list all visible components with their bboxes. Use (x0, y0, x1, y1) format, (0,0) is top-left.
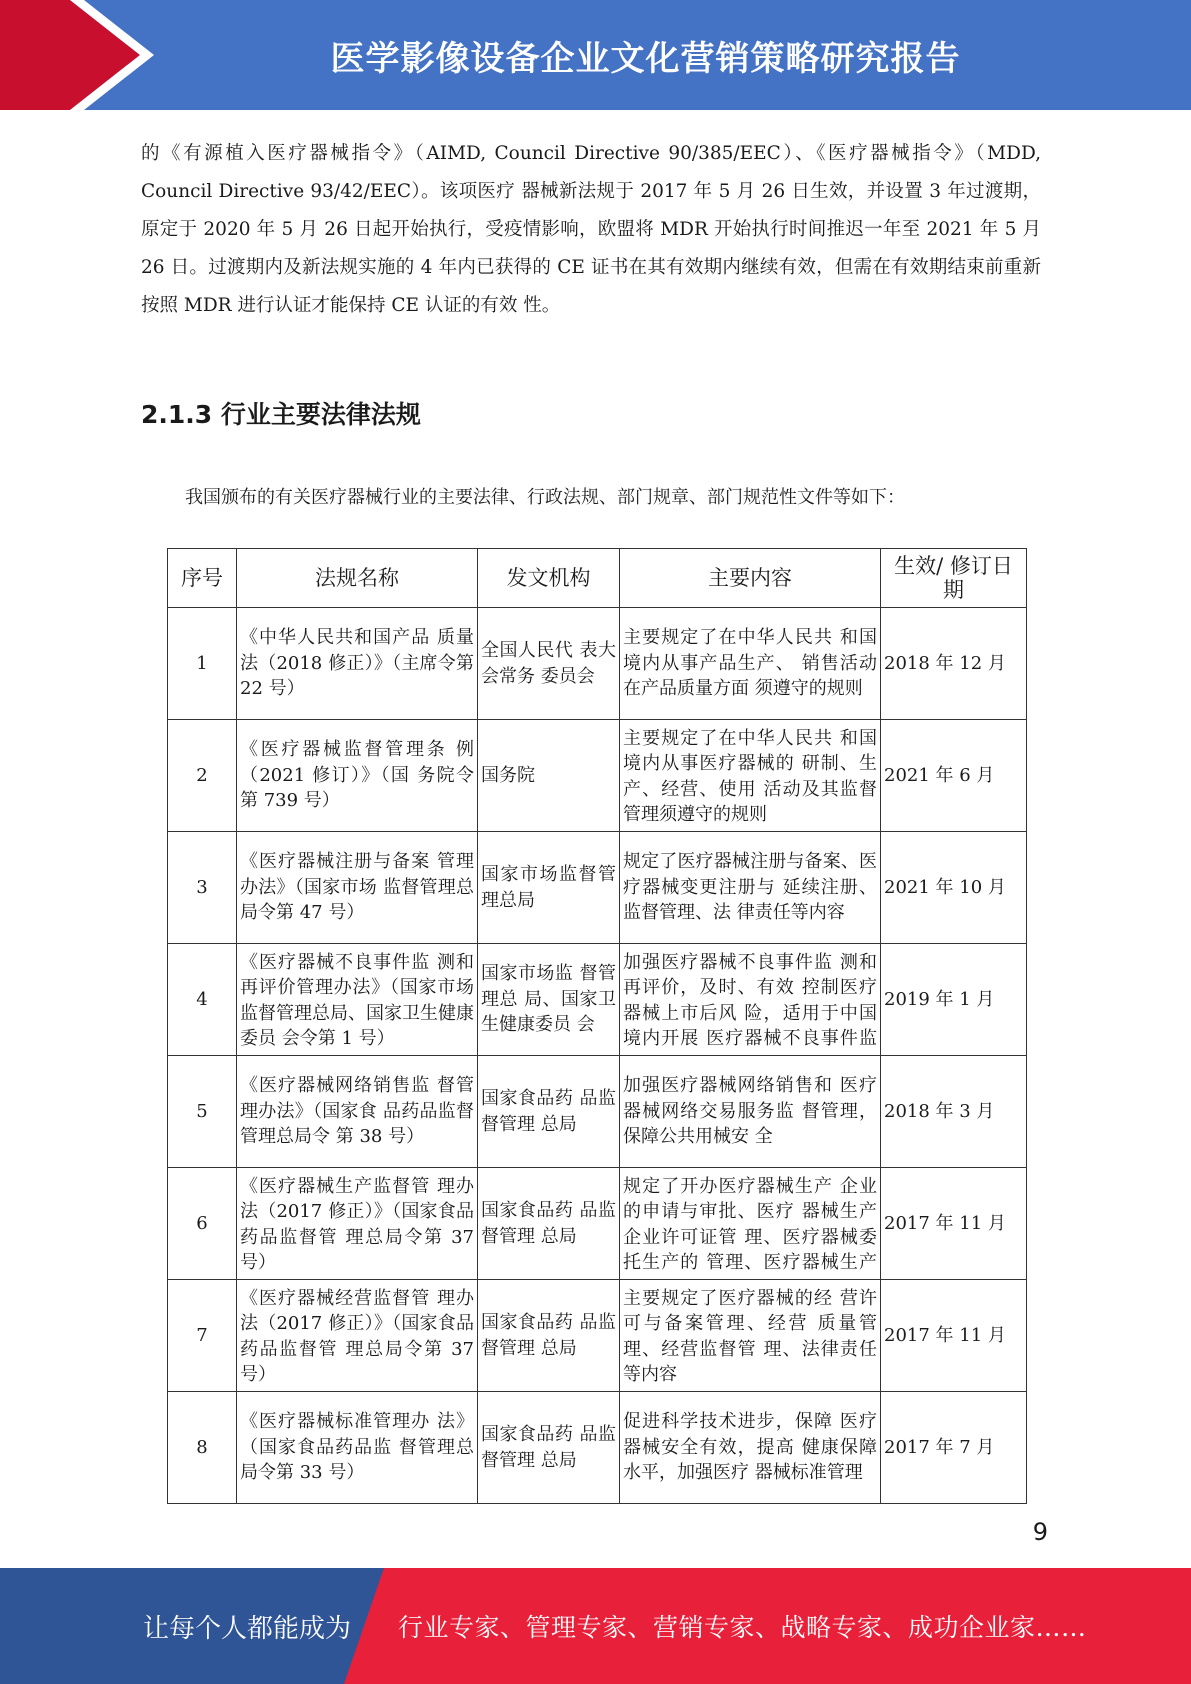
footer-slogan-left: 让每个人都能成为 (143, 1613, 352, 1644)
table-row (168, 608, 1027, 720)
row-number: 6 (168, 1168, 237, 1280)
regulation-name: 《医疗器械经营监督管 理办法（2017 修正）》（国家食品药品监督管 理总局令第 37 号） (240, 1287, 474, 1385)
issuing-agency: 国家市场监督管理总局 (481, 864, 616, 911)
col-header-date: 生效/ 修订日期 (881, 549, 1027, 608)
regulation-name: 《医疗器械监督管理条 例（2021 修订）》（国 务院令第 739 号） (240, 739, 474, 812)
main-content: 主要规定了在中华人民共 和国境内从事产品生产、 销售活动在产品质量方面 须遵守的规则 (623, 627, 877, 700)
row-number: 3 (168, 832, 237, 944)
effective-date: 2018 年 12 月 (881, 608, 1027, 720)
main-content: 规定了开办医疗器械生产 企业的申请与审批、医疗 器械生产企业许可证管 理、医疗器械委托生产的 管理、医疗器械生产 (623, 1175, 877, 1273)
issuing-agency: 国家食品药 品监督管理 总局 (481, 1088, 616, 1135)
effective-date: 2017 年 11 月 (881, 1280, 1027, 1392)
table-row (168, 944, 1027, 1056)
issuing-agency: 国家食品药 品监督管理 总局 (481, 1200, 616, 1247)
issuing-agency: 国家食品药 品监督管理 总局 (481, 1312, 616, 1359)
effective-date: 2017 年 7 月 (881, 1392, 1027, 1504)
row-number: 5 (168, 1056, 237, 1168)
table-row (168, 1168, 1027, 1280)
table-row (168, 720, 1027, 832)
section-heading: 2.1.3 行业主要法律法规 (141, 400, 421, 429)
col-header-regulation: 法规名称 (237, 549, 478, 608)
main-content: 加强医疗器械网络销售和 医疗器械网络交易服务监 督管理，保障公共用械安 全 (623, 1075, 877, 1148)
row-number: 8 (168, 1392, 237, 1504)
col-header-issuer: 发文机构 (478, 549, 620, 608)
issuing-agency: 国家食品药 品监督管理 总局 (481, 1424, 616, 1471)
issuing-agency: 国家市场监 督管理总 局、国家卫 生健康委员 会 (481, 963, 616, 1036)
main-content: 促进科学技术进步，保障 医疗器械安全有效，提高 健康保障水平，加强医疗 器械标准管理 (623, 1411, 877, 1484)
footer-slogan-right: 行业专家、管理专家、营销专家、战略专家、成功企业家…… (398, 1613, 1087, 1642)
table-header-row (168, 549, 1027, 608)
effective-date: 2019 年 1 月 (881, 944, 1027, 1056)
table-intro: 我国颁布的有关医疗器械行业的主要法律、行政法规、部门规章、部门规范性文件等如下： (185, 487, 905, 508)
effective-date: 2021 年 10 月 (881, 832, 1027, 944)
col-header-number: 序号 (168, 549, 237, 608)
table-row (168, 1056, 1027, 1168)
row-number: 2 (168, 720, 237, 832)
regulation-name: 《医疗器械网络销售监 督管理办法》（国家食 品药品监督管理总局令 第 38 号） (240, 1075, 474, 1148)
regulation-name: 《医疗器械标准管理办 法》（国家食品药品监 督管理总局令第 33 号） (240, 1411, 474, 1484)
regulation-name: 《中华人民共和国产品 质量法（2018 修正）》（主席令第 22 号） (240, 627, 474, 700)
regulation-name: 《医疗器械不良事件监 测和再评价管理办法》（国家市场监督管理总局、国家卫生健康委员 会令第 1 号） (240, 951, 474, 1049)
regulation-name: 《医疗器械注册与备案 管理办法》（国家市场 监督管理总局令第 47 号） (240, 851, 474, 924)
main-content: 主要规定了在中华人民共 和国境内从事医疗器械的 研制、生产、经营、使用 活动及其监督管理须遵守的规则 (623, 727, 877, 825)
table-row (168, 832, 1027, 944)
regulation-name: 《医疗器械生产监督管 理办法（2017 修正）》（国家食品药品监督管 理总局令第 37 号） (240, 1175, 474, 1273)
main-content: 加强医疗器械不良事件监 测和再评价，及时、有效 控制医疗器械上市后风 险，适用于中国境内开展 医疗器械不良事件监 (623, 951, 877, 1049)
effective-date: 2017 年 11 月 (881, 1168, 1027, 1280)
page-number: 9 (1032, 1518, 1048, 1546)
col-header-content: 主要内容 (620, 549, 881, 608)
table-row (168, 1392, 1027, 1504)
issuing-agency: 国务院 (481, 764, 535, 786)
body-paragraph: 的《有源植入医疗器械指令》（AIMD, Council Directive 90/385/EEC）、《医疗器械指令》（MDD, Council Directive 93/42/EEC）。该项医疗 器械新法规于 2017 年 5 月 26 日生效，并设置 3 年过渡期，原定于 2020 年 5 月 26 日起开始执行，受疫情影响，欧盟将 MDR 开始执行时间推迟一年至 2021 年 5 月 26 日。过渡期内及新法规实施的 4 年内已获得的 CE 证书在其有效期内继续有效，但需在有效期结束前重新按照 MDR 进行认证才能保持 CE 认证的有效 性。 (141, 143, 1041, 316)
row-number: 4 (168, 944, 237, 1056)
header-banner (0, 0, 1191, 110)
main-content: 规定了医疗器械注册与备案、医疗器械变更注册与 延续注册、监督管理、法 律责任等内容 (623, 851, 877, 924)
table-row (168, 1280, 1027, 1392)
row-number: 1 (168, 608, 237, 720)
regulations-table (167, 548, 1027, 1504)
report-title: 医学影像设备企业文化营销策略研究报告 (330, 38, 961, 79)
row-number: 7 (168, 1280, 237, 1392)
issuing-agency: 全国人民代 表大会常务 委员会 (481, 640, 616, 687)
footer-banner (0, 1568, 1191, 1684)
main-content: 主要规定了医疗器械的经 营许可与备案管理、经营 质量管理、经营监督管 理、法律责任等内容 (623, 1287, 877, 1385)
effective-date: 2021 年 6 月 (881, 720, 1027, 832)
effective-date: 2018 年 3 月 (881, 1056, 1027, 1168)
